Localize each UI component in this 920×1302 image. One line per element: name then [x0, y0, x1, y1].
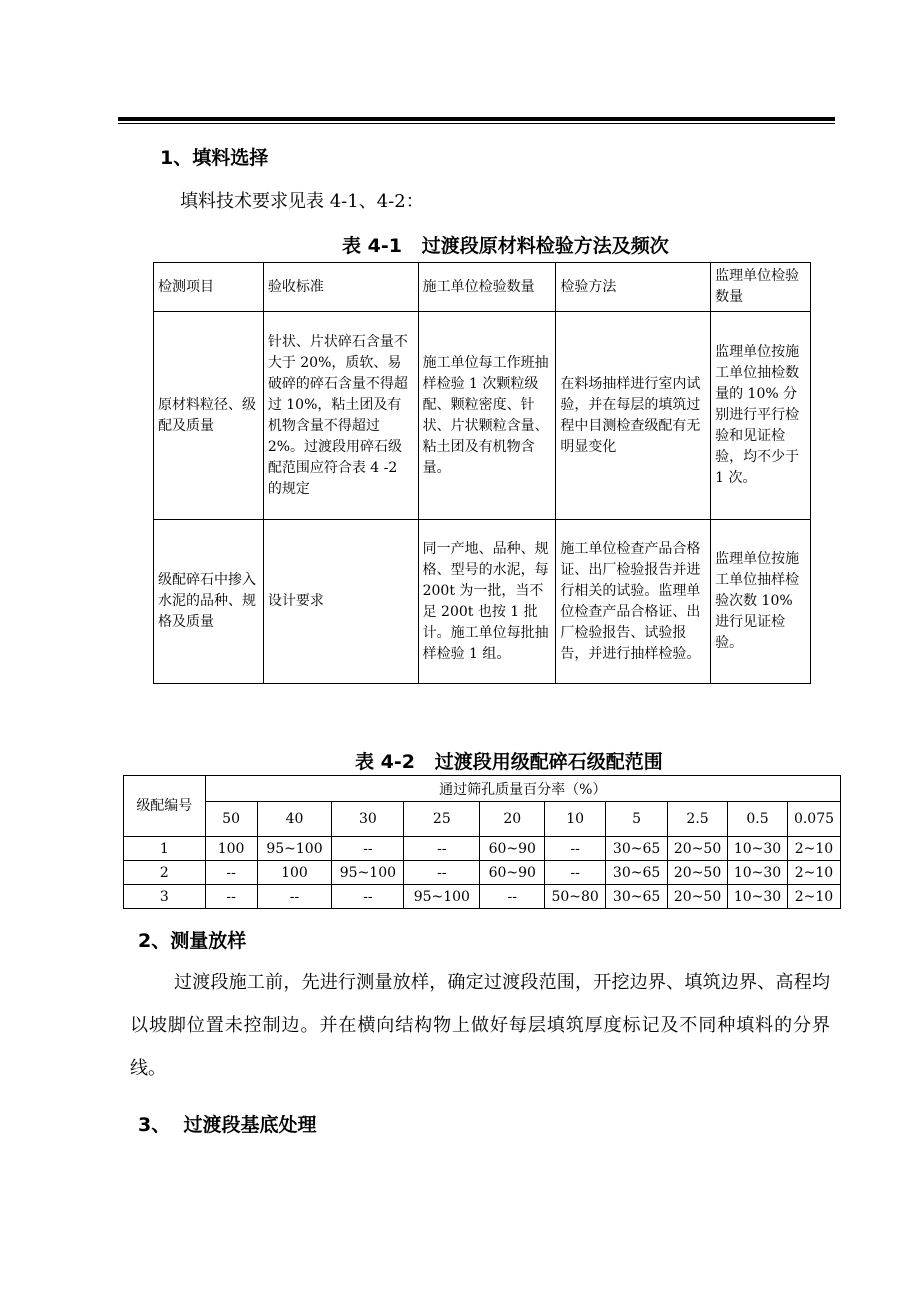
table1-row: [154, 312, 811, 520]
table1-cell: 在料场抽样进行室内试验，并在每层的填筑过程中目测检查级配有无明显变化: [556, 312, 711, 520]
table1-header-row: [154, 263, 811, 312]
table2-sieve-cell: 0.075: [787, 802, 840, 837]
table1-cell: 设计要求: [263, 520, 418, 684]
table2-sieve-cell: 30: [332, 802, 404, 837]
section1-intro: 填料技术要求见表 4-1、4-2：: [180, 191, 424, 212]
table2-cell: 10~30: [728, 885, 788, 909]
section2-body: 过渡段施工前，先进行测量放样，确定过渡段范围，开挖边界、填筑边界、高程均以坡脚位置未控制边。并在横向结构物上做好每层填筑厚度标记及不同种填料的分界线。: [130, 972, 830, 1079]
table1-header-cell: 检验方法: [556, 263, 711, 312]
table2-cell: 50~80: [545, 885, 606, 909]
table2-row-header: 级配编号: [124, 776, 206, 837]
table1-cell: 针状、片状碎石含量不大于 20%，质软、易破碎的碎石含量不得超过 10%，粘土团及有机物含量不得超过 2%。过渡段用碎石级配范围应符合表 4 -2 的规定: [263, 312, 418, 520]
table2-row: [124, 861, 841, 885]
section1-heading: 1、填料选择: [160, 147, 269, 169]
table2-cell: --: [545, 861, 606, 885]
table1-header-cell: 监理单位检验数量: [711, 263, 811, 312]
table2-sieve-cell: 5: [606, 802, 668, 837]
table2-cell: 60~90: [480, 837, 545, 861]
table2-sieve-cell: 20: [480, 802, 545, 837]
table2-sieve-cell: 40: [257, 802, 332, 837]
table2-header-row: [124, 776, 841, 802]
table2-cell: --: [257, 885, 332, 909]
header-rule-thick: [118, 117, 835, 121]
table2-cell: 95~100: [257, 837, 332, 861]
table2-group-header: 通过筛孔质量百分率（%）: [205, 776, 840, 802]
section3-heading: 3、 过渡段基底处理: [138, 1114, 317, 1136]
table1-header-cell: 施工单位检验数量: [418, 263, 556, 312]
header-rule-thin: [118, 123, 835, 124]
table2-cell: 2~10: [787, 885, 840, 909]
table2-caption: 表 4-2 过渡段用级配碎石级配范围: [355, 751, 663, 773]
table2-row: [124, 837, 841, 861]
table2-cell: --: [332, 885, 404, 909]
table2-cell: --: [332, 837, 404, 861]
table2-cell: 20~50: [668, 861, 728, 885]
table2-cell: --: [404, 861, 480, 885]
table2-cell: 95~100: [404, 885, 480, 909]
table2-cell: --: [404, 837, 480, 861]
table2-sieve-cell: 10: [545, 802, 606, 837]
table2-cell: 100: [205, 837, 257, 861]
table2-cell: 3: [124, 885, 206, 909]
table2-sieve-row: [124, 802, 841, 837]
table2-cell: --: [545, 837, 606, 861]
table1-row: [154, 520, 811, 684]
table1-cell: 监理单位按施工单位抽检数量的 10% 分别进行平行检验和见证检验，均不少于 1 次。: [711, 312, 811, 520]
table2-sieve-cell: 2.5: [668, 802, 728, 837]
table2-cell: 10~30: [728, 837, 788, 861]
table2-cell: 30~65: [606, 837, 668, 861]
table2-cell: 2~10: [787, 837, 840, 861]
table1-caption: 表 4-1 过渡段原材料检验方法及频次: [342, 235, 669, 257]
table1-header-cell: 检测项目: [154, 263, 264, 312]
table2-cell: 20~50: [668, 885, 728, 909]
table1-cell: 原材料粒径、级配及质量: [154, 312, 264, 520]
table2-cell: 10~30: [728, 861, 788, 885]
table2: [123, 775, 841, 909]
table2-cell: 2: [124, 861, 206, 885]
table2-cell: 100: [257, 861, 332, 885]
section2-heading: 2、测量放样: [138, 930, 247, 952]
table1-cell: 施工单位每工作班抽样检验 1 次颗粒级配、颗粒密度、针状、片状颗粒含量、粘土团及有机物含量。: [418, 312, 556, 520]
table2-cell: --: [205, 861, 257, 885]
table2-cell: --: [205, 885, 257, 909]
table2-cell: 30~65: [606, 885, 668, 909]
table2-row: [124, 885, 841, 909]
table2-cell: 20~50: [668, 837, 728, 861]
table2-cell: 95~100: [332, 861, 404, 885]
table2-sieve-cell: 25: [404, 802, 480, 837]
table2-cell: 2~10: [787, 861, 840, 885]
table1-cell: 监理单位按施工单位抽样检验次数 10% 进行见证检验。: [711, 520, 811, 684]
table1: [153, 262, 811, 684]
table2-cell: 60~90: [480, 861, 545, 885]
table2-cell: 1: [124, 837, 206, 861]
table1-cell: 同一产地、品种、规格、型号的水泥，每 200t 为一批，当不足 200t 也按 1 批计。施工单位每批抽样检验 1 组。: [418, 520, 556, 684]
table2-sieve-cell: 0.5: [728, 802, 788, 837]
table1-header-cell: 验收标准: [263, 263, 418, 312]
table2-cell: 30~65: [606, 861, 668, 885]
table2-sieve-cell: 50: [205, 802, 257, 837]
table1-cell: 施工单位检查产品合格证、出厂检验报告并进行相关的试验。监理单位检查产品合格证、出厂检验报告、试验报告，并进行抽样检验。: [556, 520, 711, 684]
table1-cell: 级配碎石中掺入水泥的品种、规格及质量: [154, 520, 264, 684]
table2-cell: --: [480, 885, 545, 909]
